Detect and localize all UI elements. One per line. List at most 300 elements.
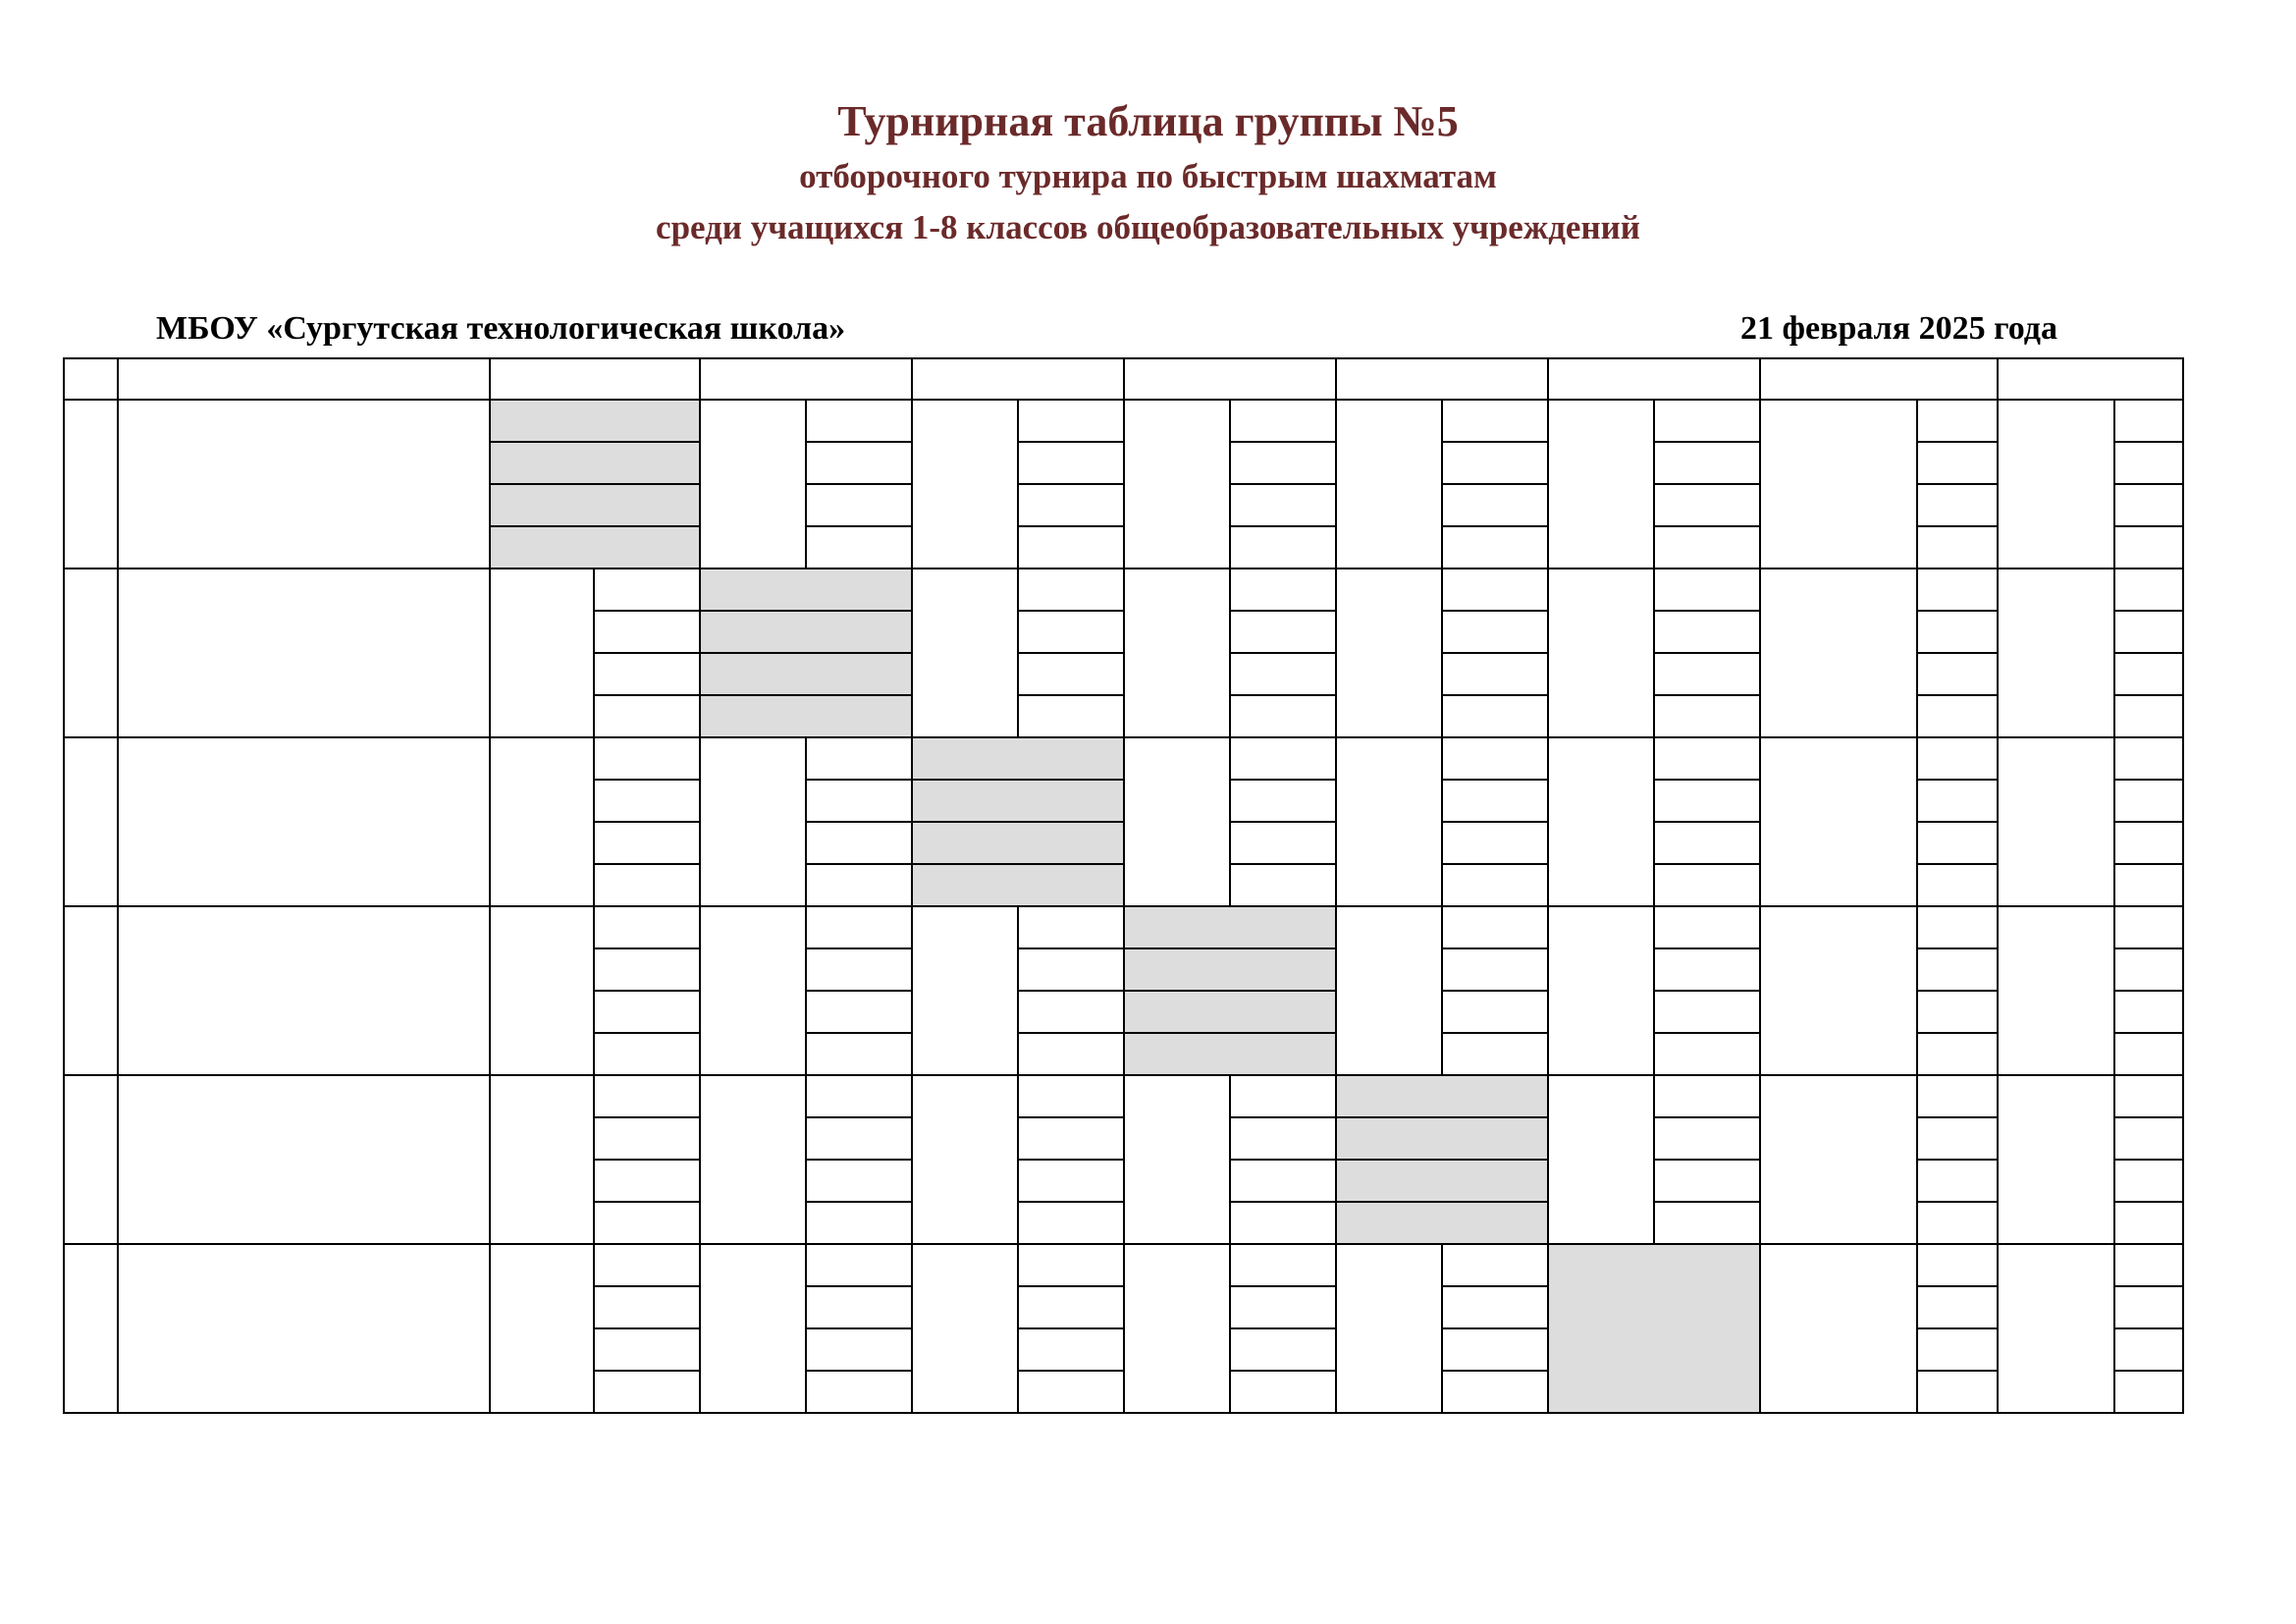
table-grid-line xyxy=(1229,1285,1335,1287)
player-name xyxy=(1547,1371,1759,1413)
board-result xyxy=(593,906,699,948)
table-grid-line xyxy=(805,1285,911,1287)
table-grid-line xyxy=(2113,1159,2184,1161)
board-place xyxy=(2113,737,2184,780)
board-result xyxy=(1653,1033,1759,1075)
table-grid-line xyxy=(1441,652,1547,654)
header-col-6 xyxy=(1547,357,1759,400)
table-grid-line xyxy=(1335,1116,1547,1118)
team-points xyxy=(1759,753,1916,859)
table-grid-line xyxy=(489,483,699,485)
table-grid-line xyxy=(1916,1285,1997,1287)
table-grid-line xyxy=(593,652,699,654)
table-grid-line xyxy=(1916,1116,1997,1118)
page-title: Турнирная таблица группы №5 xyxy=(837,97,1459,145)
board-result xyxy=(805,1202,911,1244)
table-grid-line xyxy=(805,1370,911,1372)
table-grid-line xyxy=(1017,441,1123,443)
table-grid-line xyxy=(805,1201,911,1203)
board-result xyxy=(1229,1117,1335,1160)
match-score xyxy=(911,1244,1017,1413)
board-place xyxy=(2113,484,2184,526)
table-grid-line xyxy=(593,1116,699,1118)
board-result xyxy=(593,822,699,864)
board-result xyxy=(805,526,911,568)
table-grid-line xyxy=(1017,610,1123,612)
player-name xyxy=(699,611,911,653)
team-sub-points xyxy=(1759,694,1916,730)
table-grid-line xyxy=(1653,483,1759,485)
board-result xyxy=(805,780,911,822)
table-grid-line xyxy=(2113,1116,2184,1118)
table-grid-line xyxy=(805,1032,911,1034)
board-result xyxy=(1229,695,1335,737)
match-score xyxy=(1123,737,1229,906)
board-place xyxy=(2113,1160,2184,1202)
board-result xyxy=(1017,1202,1123,1244)
team-place xyxy=(1997,737,2113,906)
table-grid-line xyxy=(1916,863,1997,865)
table-grid-line xyxy=(805,1159,911,1161)
table-grid-line xyxy=(1441,863,1547,865)
team-points xyxy=(1759,584,1916,690)
table-grid-line xyxy=(1653,1159,1759,1161)
board-result xyxy=(1441,400,1547,442)
board-result xyxy=(1441,695,1547,737)
table-grid-line xyxy=(2113,947,2184,949)
board-points xyxy=(1916,991,1997,1033)
board-points xyxy=(1916,1117,1997,1160)
board-place xyxy=(2113,948,2184,991)
board-result xyxy=(1441,1286,1547,1328)
team-number xyxy=(63,400,117,568)
match-score xyxy=(489,1244,593,1413)
team-name xyxy=(117,400,489,568)
table-grid-line xyxy=(1916,441,1997,443)
team-sub-points xyxy=(1759,863,1916,898)
table-grid-line xyxy=(1759,357,1761,1413)
table-grid-line xyxy=(1229,1327,1335,1329)
table-grid-line xyxy=(1017,990,1123,992)
board-result xyxy=(1441,526,1547,568)
header-col-4 xyxy=(1123,357,1335,400)
team-place xyxy=(1997,1244,2113,1413)
player-name xyxy=(699,653,911,695)
board-result xyxy=(805,1117,911,1160)
table-grid-line xyxy=(1653,947,1759,949)
board-place xyxy=(2113,1202,2184,1244)
table-grid-line xyxy=(1017,1370,1123,1372)
board-points xyxy=(1916,526,1997,568)
match-score xyxy=(1335,906,1441,1075)
table-grid-line xyxy=(2113,1032,2184,1034)
board-result xyxy=(593,1075,699,1117)
table-grid-line xyxy=(1229,441,1335,443)
table-grid-line xyxy=(1017,694,1123,696)
table-grid-line xyxy=(911,779,1123,781)
table-grid-line xyxy=(593,1285,699,1287)
board-result xyxy=(593,611,699,653)
board-result xyxy=(805,948,911,991)
board-place xyxy=(2113,568,2184,611)
table-grid-line xyxy=(1653,1201,1759,1203)
player-name xyxy=(911,737,1123,780)
match-score xyxy=(1335,568,1441,737)
board-points xyxy=(1916,737,1997,780)
table-grid-line xyxy=(2113,1370,2184,1372)
board-result xyxy=(1229,526,1335,568)
board-result xyxy=(1017,611,1123,653)
board-points xyxy=(1916,1202,1997,1244)
player-name xyxy=(1335,1160,1547,1202)
player-name xyxy=(1547,1328,1759,1371)
board-result xyxy=(805,1033,911,1075)
team-points xyxy=(1759,922,1916,1028)
table-grid-line xyxy=(1916,990,1997,992)
board-result xyxy=(1017,948,1123,991)
board-result xyxy=(1441,737,1547,780)
table-grid-line xyxy=(1441,483,1547,485)
header-teams xyxy=(117,357,489,400)
board-points xyxy=(1916,400,1997,442)
table-grid-line xyxy=(1229,483,1335,485)
board-result xyxy=(593,1033,699,1075)
board-result xyxy=(805,442,911,484)
table-grid-line xyxy=(1916,652,1997,654)
board-result xyxy=(1017,1244,1123,1286)
board-result xyxy=(1441,1033,1547,1075)
board-result xyxy=(1229,653,1335,695)
board-result xyxy=(805,864,911,906)
team-number xyxy=(63,737,117,906)
match-score xyxy=(1123,400,1229,568)
table-grid-line xyxy=(1229,1116,1335,1118)
match-score xyxy=(1335,400,1441,568)
board-result xyxy=(1017,400,1123,442)
table-grid-line xyxy=(593,947,699,949)
board-place xyxy=(2113,906,2184,948)
board-result xyxy=(1229,568,1335,611)
table-grid-line xyxy=(1017,525,1123,527)
board-result xyxy=(1017,1160,1123,1202)
match-score xyxy=(489,737,593,906)
board-points xyxy=(1916,695,1997,737)
board-result xyxy=(1229,1202,1335,1244)
match-score xyxy=(1123,1075,1229,1244)
board-result xyxy=(1229,737,1335,780)
player-name xyxy=(1123,1033,1335,1075)
board-result xyxy=(1653,442,1759,484)
player-name xyxy=(1547,1286,1759,1328)
player-name xyxy=(699,568,911,611)
table-grid-line xyxy=(1916,1327,1997,1329)
table-grid-line xyxy=(1441,1370,1547,1372)
header-col-2 xyxy=(699,357,911,400)
table-grid-line xyxy=(805,483,911,485)
table-grid-line xyxy=(1123,947,1335,949)
table-grid-line xyxy=(1441,1285,1547,1287)
board-result xyxy=(593,864,699,906)
board-result xyxy=(1017,484,1123,526)
table-grid-line xyxy=(1441,1032,1547,1034)
board-result xyxy=(1017,991,1123,1033)
board-place xyxy=(2113,653,2184,695)
table-grid-line xyxy=(1916,525,1997,527)
match-score xyxy=(911,400,1017,568)
board-result xyxy=(805,1328,911,1371)
table-grid-line xyxy=(1441,525,1547,527)
board-points xyxy=(1916,948,1997,991)
match-score xyxy=(1547,737,1653,906)
board-result xyxy=(1229,442,1335,484)
table-grid-line xyxy=(2113,483,2184,485)
team-points xyxy=(1759,1260,1916,1366)
table-grid-line xyxy=(1229,525,1335,527)
table-grid-line xyxy=(1017,1285,1123,1287)
board-points xyxy=(1916,653,1997,695)
board-result xyxy=(1441,653,1547,695)
table-grid-line xyxy=(1229,863,1335,865)
player-name xyxy=(489,484,699,526)
board-result xyxy=(1229,780,1335,822)
board-points xyxy=(1916,864,1997,906)
tournament-date: 21 февраля 2025 года xyxy=(1740,310,2057,347)
board-result xyxy=(805,822,911,864)
table-grid-line xyxy=(911,821,1123,823)
school-name: МБОУ «Сургутская технологическая школа» xyxy=(156,310,846,347)
table-grid-line xyxy=(1441,821,1547,823)
board-result xyxy=(593,653,699,695)
board-result xyxy=(593,991,699,1033)
board-result xyxy=(805,1075,911,1117)
board-result xyxy=(1017,1328,1123,1371)
table-grid-line xyxy=(1335,1159,1547,1161)
match-score xyxy=(699,737,805,906)
board-place xyxy=(2113,442,2184,484)
board-result xyxy=(1653,568,1759,611)
board-points xyxy=(1916,1075,1997,1117)
board-result xyxy=(1653,1075,1759,1117)
match-score xyxy=(911,906,1017,1075)
table-grid-line xyxy=(1441,947,1547,949)
table-grid-line xyxy=(63,357,65,1413)
board-result xyxy=(1017,653,1123,695)
table-grid-line xyxy=(1916,694,1997,696)
board-result xyxy=(805,1160,911,1202)
board-result xyxy=(593,780,699,822)
board-result xyxy=(1441,1328,1547,1371)
board-place xyxy=(2113,864,2184,906)
table-grid-line xyxy=(805,990,911,992)
table-grid-line xyxy=(2113,1327,2184,1329)
team-place xyxy=(1997,1075,2113,1244)
match-score xyxy=(1123,568,1229,737)
board-result xyxy=(1653,864,1759,906)
match-score xyxy=(699,400,805,568)
board-result xyxy=(1229,1371,1335,1413)
page-subtitle-1: отборочного турнира по быстрым шахматам xyxy=(799,157,1497,195)
board-result xyxy=(593,1371,699,1413)
table-grid-line xyxy=(1653,863,1759,865)
board-result xyxy=(805,737,911,780)
table-grid-line xyxy=(2113,821,2184,823)
table-grid-line xyxy=(1229,1201,1335,1203)
player-name xyxy=(1335,1117,1547,1160)
board-points xyxy=(1916,822,1997,864)
table-grid-line xyxy=(1229,1159,1335,1161)
board-result xyxy=(1017,526,1123,568)
team-place xyxy=(1997,906,2113,1075)
team-place xyxy=(1997,568,2113,737)
board-result xyxy=(1017,1075,1123,1117)
table-grid-line xyxy=(1017,1159,1123,1161)
player-name xyxy=(1123,948,1335,991)
match-score xyxy=(1547,400,1653,568)
board-place xyxy=(2113,822,2184,864)
match-score xyxy=(911,568,1017,737)
board-points xyxy=(1916,568,1997,611)
table-grid-line xyxy=(1123,357,1125,1413)
header-num xyxy=(63,357,117,400)
table-grid-line xyxy=(1653,525,1759,527)
table-grid-line xyxy=(2113,652,2184,654)
table-grid-line xyxy=(1916,947,1997,949)
table-grid-line xyxy=(2113,990,2184,992)
match-score xyxy=(489,906,593,1075)
player-name xyxy=(911,822,1123,864)
table-grid-line xyxy=(911,357,913,1413)
table-grid-line xyxy=(1916,1032,1997,1034)
board-place xyxy=(2113,526,2184,568)
player-name xyxy=(489,526,699,568)
match-score xyxy=(1335,737,1441,906)
board-result xyxy=(1441,948,1547,991)
team-sub-points xyxy=(1759,1032,1916,1067)
board-result xyxy=(1229,611,1335,653)
board-result xyxy=(1017,1286,1123,1328)
board-result xyxy=(1017,1033,1123,1075)
table-grid-line xyxy=(1653,821,1759,823)
board-result xyxy=(1653,737,1759,780)
header-col-5 xyxy=(1335,357,1547,400)
header-col-1 xyxy=(489,357,699,400)
match-score xyxy=(1123,1244,1229,1413)
board-result xyxy=(1653,780,1759,822)
table-grid-line xyxy=(1335,357,1337,1413)
board-result xyxy=(805,991,911,1033)
page-subtitle-2: среди учащихся 1-8 классов общеобразовательных учреждений xyxy=(656,208,1640,246)
table-grid-line xyxy=(1229,821,1335,823)
table-grid-line xyxy=(2113,694,2184,696)
table-grid-line xyxy=(2113,1285,2184,1287)
board-result xyxy=(1229,864,1335,906)
match-score xyxy=(699,1244,805,1413)
match-score xyxy=(699,906,805,1075)
board-result xyxy=(1441,822,1547,864)
board-points xyxy=(1916,1328,1997,1371)
board-result xyxy=(1441,1371,1547,1413)
table-grid-line xyxy=(2113,1201,2184,1203)
table-grid-line xyxy=(1123,1032,1335,1034)
board-result xyxy=(1653,484,1759,526)
board-result xyxy=(1441,780,1547,822)
board-place xyxy=(2113,1117,2184,1160)
board-result xyxy=(1653,1117,1759,1160)
board-result xyxy=(1229,1075,1335,1117)
player-name xyxy=(911,780,1123,822)
table-grid-line xyxy=(1441,441,1547,443)
board-result xyxy=(1653,400,1759,442)
player-name xyxy=(911,864,1123,906)
table-grid-line xyxy=(1653,1116,1759,1118)
board-result xyxy=(805,1371,911,1413)
table-grid-line xyxy=(1335,1201,1547,1203)
board-result xyxy=(1017,1117,1123,1160)
table-grid-line xyxy=(2113,525,2184,527)
table-grid-line xyxy=(1123,990,1335,992)
table-grid-line xyxy=(1441,610,1547,612)
table-grid-line xyxy=(1229,694,1335,696)
team-name xyxy=(117,568,489,737)
board-result xyxy=(1017,906,1123,948)
board-points xyxy=(1916,1160,1997,1202)
board-result xyxy=(1441,611,1547,653)
board-result xyxy=(1653,1160,1759,1202)
table-grid-line xyxy=(699,652,911,654)
board-result xyxy=(805,400,911,442)
table-grid-line xyxy=(1653,441,1759,443)
board-result xyxy=(1229,1286,1335,1328)
board-points xyxy=(1916,780,1997,822)
team-sub-points xyxy=(1759,1370,1916,1405)
table-grid-line xyxy=(489,441,699,443)
table-grid-line xyxy=(805,863,911,865)
table-grid-line xyxy=(1229,779,1335,781)
table-grid-line xyxy=(2113,863,2184,865)
team-name xyxy=(117,1244,489,1413)
board-result xyxy=(593,1202,699,1244)
table-grid-line xyxy=(1653,610,1759,612)
team-name xyxy=(117,737,489,906)
board-result xyxy=(1017,442,1123,484)
team-number xyxy=(63,906,117,1075)
board-points xyxy=(1916,611,1997,653)
board-place xyxy=(2113,1371,2184,1413)
player-name xyxy=(1123,991,1335,1033)
table-grid-line xyxy=(805,1327,911,1329)
player-name xyxy=(1123,906,1335,948)
table-grid-line xyxy=(1916,779,1997,781)
board-points xyxy=(1916,906,1997,948)
header-points xyxy=(1759,357,1997,400)
team-sub-points xyxy=(1759,1201,1916,1236)
table-grid-line xyxy=(1441,1327,1547,1329)
table-grid-line xyxy=(2113,610,2184,612)
match-score xyxy=(489,1075,593,1244)
table-grid-line xyxy=(1017,947,1123,949)
board-result xyxy=(805,484,911,526)
table-grid-line xyxy=(593,1201,699,1203)
match-score xyxy=(1547,568,1653,737)
board-result xyxy=(1653,991,1759,1033)
board-place xyxy=(2113,1033,2184,1075)
table-grid-line xyxy=(805,947,911,949)
table-grid-line xyxy=(699,694,911,696)
team-points xyxy=(1759,1091,1916,1197)
board-result xyxy=(1653,948,1759,991)
match-score xyxy=(1335,1244,1441,1413)
board-result xyxy=(593,695,699,737)
